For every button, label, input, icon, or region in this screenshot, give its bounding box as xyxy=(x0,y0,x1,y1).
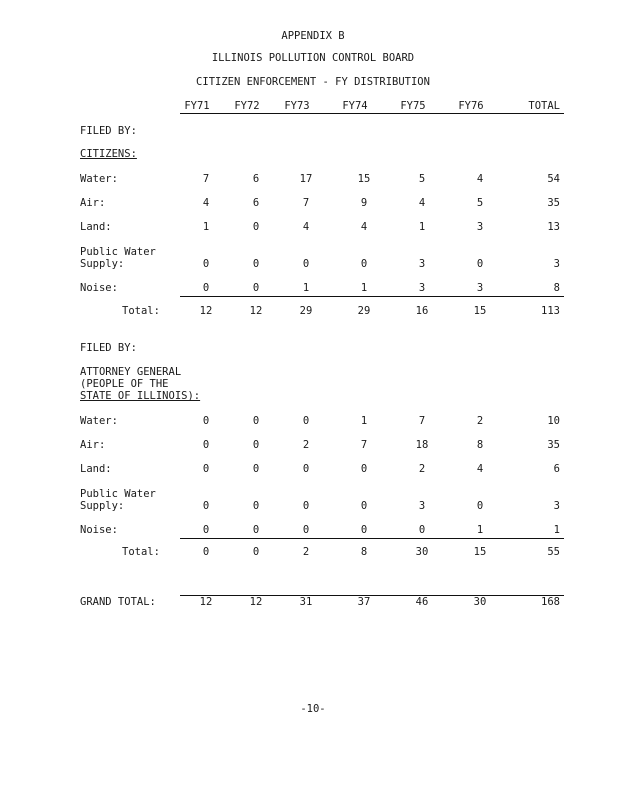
table-cell: 0 xyxy=(302,463,310,475)
table-cell: 0 xyxy=(202,524,210,536)
table-cell: 3 xyxy=(476,282,484,294)
table-cell: 7 xyxy=(202,173,210,185)
table-cell: 0 xyxy=(252,500,260,512)
column-header: FY74 xyxy=(342,100,368,112)
table-cell: 3 xyxy=(418,282,426,294)
row-label: Water: xyxy=(80,173,118,185)
table-cell: 1 xyxy=(360,282,368,294)
table-cell: 0 xyxy=(360,500,368,512)
table-cell: 3 xyxy=(418,258,426,270)
table-cell: 0 xyxy=(202,258,210,270)
table-cell: 7 xyxy=(302,197,310,209)
table-cell: 0 xyxy=(252,415,260,427)
total-label: Total: xyxy=(122,546,160,558)
table-cell: 15 xyxy=(357,173,371,185)
table-cell: 0 xyxy=(252,546,260,558)
table-cell: 4 xyxy=(476,173,484,185)
table-cell: 0 xyxy=(418,524,426,536)
table-cell: 0 xyxy=(202,463,210,475)
row-total-cell: 6 xyxy=(553,463,560,475)
table-cell: 12 xyxy=(249,305,263,317)
column-header: FY71 xyxy=(184,100,210,112)
table-cell: 0 xyxy=(202,282,210,294)
section-group-ag-line2: (PEOPLE OF THE xyxy=(80,378,169,390)
table-cell: 7 xyxy=(418,415,426,427)
row-total-cell: 35 xyxy=(547,197,560,209)
row-label: Noise: xyxy=(80,524,118,536)
table-cell: 7 xyxy=(360,439,368,451)
table-cell: 0 xyxy=(252,524,260,536)
table-cell: 15 xyxy=(473,546,487,558)
table-cell: 0 xyxy=(360,463,368,475)
table-cell: 5 xyxy=(418,173,426,185)
column-header: FY73 xyxy=(284,100,310,112)
row-total-cell: 10 xyxy=(547,415,560,427)
table-cell: 2 xyxy=(418,463,426,475)
row-label: Water: xyxy=(80,415,118,427)
row-total-cell: 8 xyxy=(553,282,560,294)
board-name: ILLINOIS POLLUTION CONTROL BOARD xyxy=(211,52,415,64)
column-header: FY75 xyxy=(400,100,426,112)
table-cell: 31 xyxy=(299,596,313,608)
table-cell: 4 xyxy=(302,221,310,233)
table-cell: 1 xyxy=(476,524,484,536)
table-cell: 0 xyxy=(252,258,260,270)
noise-rule-ag xyxy=(180,538,564,539)
table-cell: 0 xyxy=(202,546,210,558)
table-cell: 6 xyxy=(252,173,260,185)
total-label: Total: xyxy=(122,305,160,317)
row-total-cell: 54 xyxy=(547,173,560,185)
section-filed-by: FILED BY: xyxy=(80,342,137,354)
table-cell: 0 xyxy=(302,258,310,270)
table-cell: 3 xyxy=(418,500,426,512)
noise-rule-citizens xyxy=(180,296,564,297)
table-cell: 4 xyxy=(202,197,210,209)
table-cell: 8 xyxy=(360,546,368,558)
table-cell: 4 xyxy=(418,197,426,209)
table-cell: 15 xyxy=(473,305,487,317)
column-header: FY76 xyxy=(458,100,484,112)
header-rule xyxy=(180,113,564,114)
table-cell: 0 xyxy=(252,282,260,294)
section-filed-by: FILED BY: xyxy=(80,125,137,137)
table-cell: 2 xyxy=(476,415,484,427)
table-cell: 0 xyxy=(302,524,310,536)
table-cell: 12 xyxy=(199,596,213,608)
section-group-ag-line1: ATTORNEY GENERAL xyxy=(80,366,182,378)
row-label: Land: xyxy=(80,221,112,233)
table-cell: 0 xyxy=(476,500,484,512)
table-cell: 4 xyxy=(360,221,368,233)
grand-total-label: GRAND TOTAL: xyxy=(80,596,156,608)
row-total-cell: 13 xyxy=(547,221,560,233)
row-total-cell: 1 xyxy=(553,524,560,536)
appendix-heading: APPENDIX B xyxy=(281,30,345,42)
row-total-cell: 55 xyxy=(547,546,560,558)
table-cell: 0 xyxy=(252,221,260,233)
row-total-cell: 35 xyxy=(547,439,560,451)
table-cell: 0 xyxy=(360,258,368,270)
table-cell: 12 xyxy=(199,305,213,317)
table-cell: 0 xyxy=(360,524,368,536)
table-cell: 37 xyxy=(357,596,371,608)
table-cell: 1 xyxy=(302,282,310,294)
table-cell: 1 xyxy=(418,221,426,233)
page-number: -10- xyxy=(300,703,326,715)
table-cell: 0 xyxy=(302,415,310,427)
row-label: Land: xyxy=(80,463,112,475)
row-label: Public Water Supply: xyxy=(80,488,156,512)
row-label: Air: xyxy=(80,439,106,451)
table-cell: 12 xyxy=(249,596,263,608)
row-total-cell: 3 xyxy=(553,500,560,512)
table-cell: 0 xyxy=(202,415,210,427)
table-cell: 0 xyxy=(202,500,210,512)
row-label: Noise: xyxy=(80,282,118,294)
table-cell: 0 xyxy=(476,258,484,270)
table-cell: 3 xyxy=(476,221,484,233)
table-cell: 5 xyxy=(476,197,484,209)
row-label: Air: xyxy=(80,197,106,209)
table-cell: 0 xyxy=(202,439,210,451)
table-cell: 1 xyxy=(360,415,368,427)
row-total-cell: 113 xyxy=(541,305,560,317)
table-cell: 16 xyxy=(415,305,429,317)
row-total-cell: 168 xyxy=(541,596,560,608)
row-total-cell: 3 xyxy=(553,258,560,270)
table-cell: 0 xyxy=(252,463,260,475)
table-cell: 4 xyxy=(476,463,484,475)
table-cell: 2 xyxy=(302,546,310,558)
table-cell: 30 xyxy=(415,546,429,558)
table-cell: 8 xyxy=(476,439,484,451)
table-cell: 18 xyxy=(415,439,429,451)
table-cell: 1 xyxy=(202,221,210,233)
table-cell: 17 xyxy=(299,173,313,185)
table-cell: 29 xyxy=(357,305,371,317)
row-label: Public Water Supply: xyxy=(80,246,156,270)
table-cell: 2 xyxy=(302,439,310,451)
table-cell: 0 xyxy=(302,500,310,512)
table-cell: 30 xyxy=(473,596,487,608)
table-cell: 0 xyxy=(252,439,260,451)
table-cell: 46 xyxy=(415,596,429,608)
column-header: FY72 xyxy=(234,100,260,112)
table-cell: 29 xyxy=(299,305,313,317)
table-subtitle: CITIZEN ENFORCEMENT - FY DISTRIBUTION xyxy=(196,76,430,88)
section-group-ag-line3: STATE OF ILLINOIS): xyxy=(80,390,201,402)
column-header-total: TOTAL xyxy=(528,100,560,112)
table-cell: 9 xyxy=(360,197,368,209)
table-cell: 6 xyxy=(252,197,260,209)
section-group-citizens: CITIZENS: xyxy=(80,148,137,160)
